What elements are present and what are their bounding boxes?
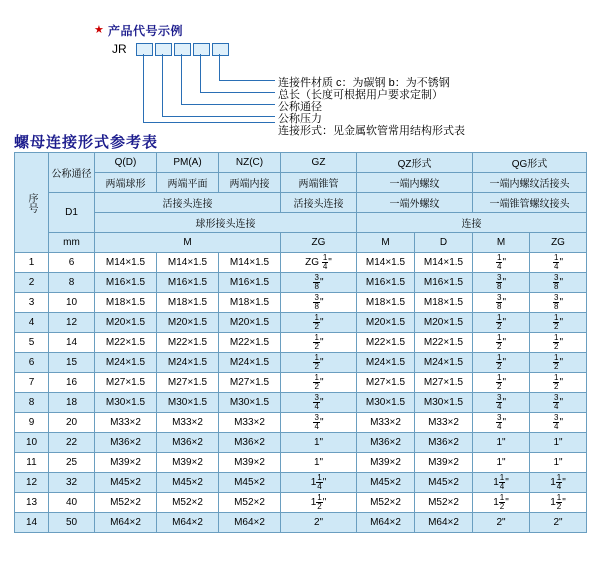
- header-unit-mm: mm: [49, 233, 95, 253]
- header-gz-desc: 两端锥管: [281, 173, 357, 193]
- table-row: [15, 293, 587, 313]
- cell-qd: M64×2: [95, 513, 157, 533]
- table-row: [15, 413, 587, 433]
- legend-item-connection-type: 连接形式：见金属软管常用结构形式表: [278, 125, 465, 137]
- cell-pma: M16×1.5: [157, 273, 219, 293]
- header-qg-sub-m: M: [473, 233, 530, 253]
- cell-qz-d: M20×1.5: [415, 313, 473, 333]
- cell-qg-m: $\frac{3}{8}$ ": [473, 273, 530, 293]
- cell-qd: M33×2: [95, 413, 157, 433]
- cell-nzc: M33×2: [219, 413, 281, 433]
- cell-qz-m: M33×2: [357, 413, 415, 433]
- table-row: [15, 333, 587, 353]
- table-header-row-3: [15, 193, 587, 213]
- cell-pma: M22×1.5: [157, 333, 219, 353]
- cell-gz: $\frac{1}{2}$ ": [281, 313, 357, 333]
- table-row: [15, 433, 587, 453]
- cell-qg-m: $\frac{3}{4}$ ": [473, 413, 530, 433]
- cell-qz-d: M33×2: [415, 413, 473, 433]
- cell-qd: M16×1.5: [95, 273, 157, 293]
- leader-line-h4: [200, 92, 275, 93]
- header-col-nzc: NZ(C): [219, 153, 281, 173]
- header-qz-external-thread: 一端外螺纹: [357, 193, 473, 213]
- legend-prefix: JR: [112, 42, 127, 56]
- nut-connection-table: [14, 152, 587, 533]
- cell-gz: ZG $\frac{1}{4}$ ": [281, 253, 357, 273]
- cell-pma: M24×1.5: [157, 353, 219, 373]
- cell-qg-m: 1": [473, 433, 530, 453]
- cell-qz-m: M27×1.5: [357, 373, 415, 393]
- legend-item-material: 连接件材质 c：为碳钢 b：为不锈钢: [278, 77, 450, 89]
- cell-pma: M20×1.5: [157, 313, 219, 333]
- cell-qg-zg: $\frac{1}{4}$ ": [530, 253, 587, 273]
- cell-pma: M18×1.5: [157, 293, 219, 313]
- table-body: [15, 253, 587, 533]
- cell-qd: M36×2: [95, 433, 157, 453]
- cell-qg-m: 2": [473, 513, 530, 533]
- cell-qd: M14×1.5: [95, 253, 157, 273]
- cell-gz: 1": [281, 433, 357, 453]
- cell-qz-m: M22×1.5: [357, 333, 415, 353]
- cell-seq: 6: [15, 353, 49, 373]
- leader-line-v5: [219, 54, 220, 80]
- cell-seq: 9: [15, 413, 49, 433]
- cell-seq: 13: [15, 493, 49, 513]
- cell-qg-m: $\frac{1}{2}$ ": [473, 373, 530, 393]
- header-pma-desc: 两端平面: [157, 173, 219, 193]
- cell-qz-d: M24×1.5: [415, 353, 473, 373]
- cell-qg-m: 1 $\frac{1}{4}$ ": [473, 473, 530, 493]
- code-box-2: [155, 43, 172, 56]
- header-connection: 连接: [357, 213, 587, 233]
- table-row: [15, 353, 587, 373]
- cell-qd: M24×1.5: [95, 353, 157, 373]
- cell-gz: $\frac{1}{2}$ ": [281, 353, 357, 373]
- header-unit-m: M: [95, 233, 281, 253]
- cell-dn: 8: [49, 273, 95, 293]
- cell-seq: 12: [15, 473, 49, 493]
- cell-pma: M33×2: [157, 413, 219, 433]
- cell-nzc: M22×1.5: [219, 333, 281, 353]
- cell-nzc: M16×1.5: [219, 273, 281, 293]
- cell-nzc: M39×2: [219, 453, 281, 473]
- cell-dn: 16: [49, 373, 95, 393]
- table-row: [15, 253, 587, 273]
- header-qg-taper-joint: 一端锥管螺纹接头: [473, 193, 587, 213]
- code-box-4: [193, 43, 210, 56]
- cell-seq: 10: [15, 433, 49, 453]
- cell-qg-m: $\frac{3}{4}$ ": [473, 393, 530, 413]
- cell-qg-m: $\frac{1}{4}$ ": [473, 253, 530, 273]
- cell-nzc: M64×2: [219, 513, 281, 533]
- legend-item-nominal-diameter: 公称通径: [278, 101, 322, 113]
- cell-qz-d: M36×2: [415, 433, 473, 453]
- cell-qg-zg: 1": [530, 433, 587, 453]
- cell-gz: 2": [281, 513, 357, 533]
- header-seq: 序号: [15, 153, 49, 253]
- legend-item-length: 总长（长度可根据用户要求定制）: [278, 89, 443, 101]
- cell-qd: M20×1.5: [95, 313, 157, 333]
- cell-qz-m: M20×1.5: [357, 313, 415, 333]
- cell-pma: M30×1.5: [157, 393, 219, 413]
- cell-qd: M22×1.5: [95, 333, 157, 353]
- star-icon: ★: [94, 24, 104, 36]
- cell-gz: $\frac{3}{4}$ ": [281, 413, 357, 433]
- table-row: [15, 273, 587, 293]
- header-union-connection: 活接头连接: [95, 193, 281, 213]
- cell-qg-m: $\frac{1}{2}$ ": [473, 313, 530, 333]
- cell-seq: 8: [15, 393, 49, 413]
- header-qg-desc: 一端内螺纹活接头: [473, 173, 587, 193]
- cell-qg-zg: 1 $\frac{1}{2}$ ": [530, 493, 587, 513]
- cell-pma: M64×2: [157, 513, 219, 533]
- header-nzc-desc: 两端内接: [219, 173, 281, 193]
- cell-qg-zg: $\frac{3}{4}$ ": [530, 413, 587, 433]
- cell-qz-d: M52×2: [415, 493, 473, 513]
- cell-pma: M45×2: [157, 473, 219, 493]
- cell-qd: M39×2: [95, 453, 157, 473]
- cell-dn: 15: [49, 353, 95, 373]
- leader-line-v3: [181, 54, 182, 104]
- cell-qg-m: $\frac{1}{2}$ ": [473, 333, 530, 353]
- table-title: 螺母连接形式参考表: [14, 134, 159, 151]
- header-col-qd: Q(D): [95, 153, 157, 173]
- header-qz-sub-m: M: [357, 233, 415, 253]
- cell-seq: 4: [15, 313, 49, 333]
- header-qg-sub-zg: ZG: [530, 233, 587, 253]
- cell-gz: 1": [281, 453, 357, 473]
- cell-nzc: M36×2: [219, 433, 281, 453]
- cell-qg-m: 1 $\frac{1}{2}$ ": [473, 493, 530, 513]
- cell-nzc: M45×2: [219, 473, 281, 493]
- cell-qg-zg: $\frac{1}{2}$ ": [530, 333, 587, 353]
- cell-nzc: M24×1.5: [219, 353, 281, 373]
- cell-qz-d: M45×2: [415, 473, 473, 493]
- cell-dn: 20: [49, 413, 95, 433]
- table-row: [15, 393, 587, 413]
- header-col-gz: GZ: [281, 153, 357, 173]
- cell-dn: 22: [49, 433, 95, 453]
- cell-qz-d: M16×1.5: [415, 273, 473, 293]
- header-ball-joint-connection: 球形接头连接: [95, 213, 357, 233]
- leader-line-v1: [143, 54, 144, 122]
- cell-seq: 14: [15, 513, 49, 533]
- cell-qz-m: M45×2: [357, 473, 415, 493]
- table-row: [15, 493, 587, 513]
- cell-qg-m: 1": [473, 453, 530, 473]
- cell-qz-d: M30×1.5: [415, 393, 473, 413]
- cell-pma: M36×2: [157, 433, 219, 453]
- cell-qg-m: $\frac{3}{8}$ ": [473, 293, 530, 313]
- cell-pma: M27×1.5: [157, 373, 219, 393]
- cell-qz-m: M14×1.5: [357, 253, 415, 273]
- leader-line-h2: [162, 116, 275, 117]
- cell-qg-zg: 1": [530, 453, 587, 473]
- cell-nzc: M20×1.5: [219, 313, 281, 333]
- table-row: [15, 373, 587, 393]
- cell-qz-d: M22×1.5: [415, 333, 473, 353]
- cell-nzc: M18×1.5: [219, 293, 281, 313]
- cell-qz-m: M52×2: [357, 493, 415, 513]
- leader-line-v2: [162, 54, 163, 116]
- table-row: [15, 513, 587, 533]
- cell-seq: 1: [15, 253, 49, 273]
- cell-nzc: M27×1.5: [219, 373, 281, 393]
- leader-line-h5: [219, 80, 275, 81]
- cell-qz-m: M36×2: [357, 433, 415, 453]
- cell-dn: 40: [49, 493, 95, 513]
- cell-qz-m: M16×1.5: [357, 273, 415, 293]
- cell-dn: 50: [49, 513, 95, 533]
- table-header-row-5: [15, 233, 587, 253]
- table-header-row-1: [15, 153, 587, 173]
- header-col-qg: QG形式: [473, 153, 587, 173]
- cell-dn: 32: [49, 473, 95, 493]
- cell-qz-m: M18×1.5: [357, 293, 415, 313]
- header-gz-union: 活接头连接: [281, 193, 357, 213]
- cell-gz: $\frac{3}{8}$ ": [281, 293, 357, 313]
- cell-qg-zg: $\frac{1}{2}$ ": [530, 313, 587, 333]
- cell-seq: 7: [15, 373, 49, 393]
- cell-qg-zg: $\frac{3}{8}$ ": [530, 293, 587, 313]
- cell-qg-zg: 1 $\frac{1}{4}$ ": [530, 473, 587, 493]
- leader-line-v4: [200, 54, 201, 92]
- cell-qg-zg: 2": [530, 513, 587, 533]
- cell-gz: $\frac{3}{4}$ ": [281, 393, 357, 413]
- header-d1: D1: [49, 193, 95, 233]
- header-qz-sub-d: D: [415, 233, 473, 253]
- cell-qz-m: M24×1.5: [357, 353, 415, 373]
- header-qd-desc: 两端球形: [95, 173, 157, 193]
- cell-seq: 2: [15, 273, 49, 293]
- table-row: [15, 313, 587, 333]
- cell-qd: M18×1.5: [95, 293, 157, 313]
- cell-dn: 12: [49, 313, 95, 333]
- cell-qd: M27×1.5: [95, 373, 157, 393]
- cell-dn: 6: [49, 253, 95, 273]
- cell-pma: M14×1.5: [157, 253, 219, 273]
- cell-nzc: M30×1.5: [219, 393, 281, 413]
- code-box-3: [174, 43, 191, 56]
- table-row: [15, 453, 587, 473]
- cell-qz-d: M18×1.5: [415, 293, 473, 313]
- leader-line-h1: [143, 122, 275, 123]
- cell-pma: M39×2: [157, 453, 219, 473]
- cell-pma: M52×2: [157, 493, 219, 513]
- cell-seq: 5: [15, 333, 49, 353]
- cell-gz: $\frac{1}{2}$ ": [281, 333, 357, 353]
- cell-nzc: M14×1.5: [219, 253, 281, 273]
- cell-gz: $\frac{1}{2}$ ": [281, 373, 357, 393]
- cell-qz-m: M64×2: [357, 513, 415, 533]
- cell-gz: 1 $\frac{1}{2}$ ": [281, 493, 357, 513]
- cell-qd: M30×1.5: [95, 393, 157, 413]
- cell-qg-zg: $\frac{3}{8}$ ": [530, 273, 587, 293]
- header-qz-desc: 一端内螺纹: [357, 173, 473, 193]
- cell-dn: 18: [49, 393, 95, 413]
- code-box-5: [212, 43, 229, 56]
- cell-seq: 3: [15, 293, 49, 313]
- cell-dn: 25: [49, 453, 95, 473]
- cell-qz-m: M30×1.5: [357, 393, 415, 413]
- cell-qg-zg: $\frac{1}{2}$ ": [530, 353, 587, 373]
- cell-qg-zg: $\frac{1}{2}$ ": [530, 373, 587, 393]
- cell-dn: 14: [49, 333, 95, 353]
- leader-line-h3: [181, 104, 275, 105]
- table-header-row-2: [15, 173, 587, 193]
- header-col-pma: PM(A): [157, 153, 219, 173]
- header-dn: 公称通径: [49, 153, 95, 193]
- header-col-qz: QZ形式: [357, 153, 473, 173]
- cell-qg-zg: $\frac{3}{4}$ ": [530, 393, 587, 413]
- legend-title: 产品代号示例: [108, 24, 184, 38]
- table-row: [15, 473, 587, 493]
- code-box-1: [136, 43, 153, 56]
- table-header-row-4: [15, 213, 587, 233]
- legend-item-nominal-pressure: 公称压力: [278, 113, 322, 125]
- cell-qd: M52×2: [95, 493, 157, 513]
- cell-qz-m: M39×2: [357, 453, 415, 473]
- cell-gz: $\frac{3}{8}$ ": [281, 273, 357, 293]
- cell-qz-d: M39×2: [415, 453, 473, 473]
- cell-qz-d: M64×2: [415, 513, 473, 533]
- header-unit-zg: ZG: [281, 233, 357, 253]
- cell-qg-m: $\frac{1}{2}$ ": [473, 353, 530, 373]
- cell-nzc: M52×2: [219, 493, 281, 513]
- product-code-legend: [0, 0, 600, 137]
- cell-gz: 1 $\frac{1}{4}$ ": [281, 473, 357, 493]
- cell-qz-d: M14×1.5: [415, 253, 473, 273]
- cell-seq: 11: [15, 453, 49, 473]
- cell-qz-d: M27×1.5: [415, 373, 473, 393]
- cell-qd: M45×2: [95, 473, 157, 493]
- cell-dn: 10: [49, 293, 95, 313]
